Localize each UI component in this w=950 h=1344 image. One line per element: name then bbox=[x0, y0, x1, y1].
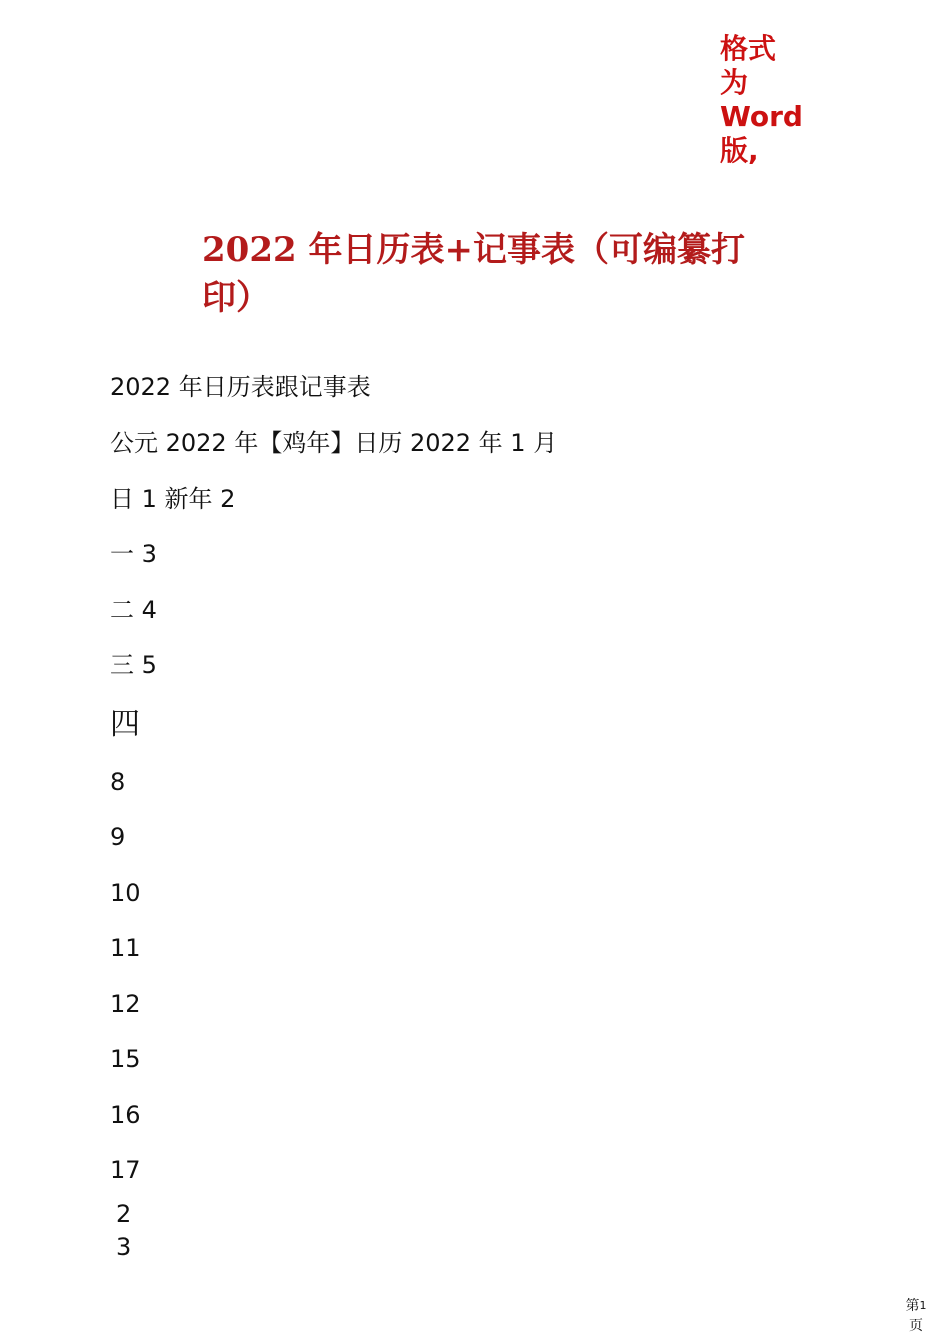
format-note-line: 版, bbox=[720, 134, 759, 167]
body-line-date: 3 bbox=[116, 1233, 132, 1261]
body-line-date: 17 bbox=[110, 1156, 141, 1184]
body-line-date: 9 bbox=[110, 823, 126, 851]
body-line-date: 8 bbox=[110, 768, 126, 796]
body-line-sunday: 日 1 新年 2 bbox=[110, 485, 236, 513]
body-line-date: 12 bbox=[110, 990, 141, 1018]
body-line-date: 2 bbox=[116, 1200, 132, 1228]
body-line-calendar-heading: 公元 2022 年【鸡年】日历 2022 年 1 月 bbox=[110, 429, 558, 457]
body-line-tuesday: 二 4 bbox=[110, 596, 157, 624]
body-line-date: 11 bbox=[110, 934, 141, 962]
format-note bbox=[720, 32, 803, 168]
document-title-line: 2022 年日历表+记事表（可编纂打 bbox=[202, 230, 745, 270]
format-note-line: Word bbox=[720, 100, 803, 133]
page-number-prefix: 第 bbox=[905, 1298, 920, 1314]
format-note-line: 为 bbox=[720, 66, 749, 99]
body-line-monday: 一 3 bbox=[110, 540, 157, 568]
body-line-subtitle: 2022 年日历表跟记事表 bbox=[110, 373, 371, 401]
page-number bbox=[904, 1296, 928, 1336]
document-title-line: 印） bbox=[202, 278, 270, 318]
format-note-line: 格式 bbox=[720, 32, 777, 65]
body-line-date: 15 bbox=[110, 1045, 141, 1073]
body-line-thursday: 四 bbox=[110, 707, 140, 742]
body-line-wednesday: 三 5 bbox=[110, 651, 157, 679]
document-title bbox=[202, 226, 762, 322]
page-number-value: 1 bbox=[919, 1299, 927, 1312]
page-number-suffix: 页 bbox=[909, 1318, 923, 1334]
body-line-date: 16 bbox=[110, 1101, 141, 1129]
body-line-date: 10 bbox=[110, 879, 141, 907]
